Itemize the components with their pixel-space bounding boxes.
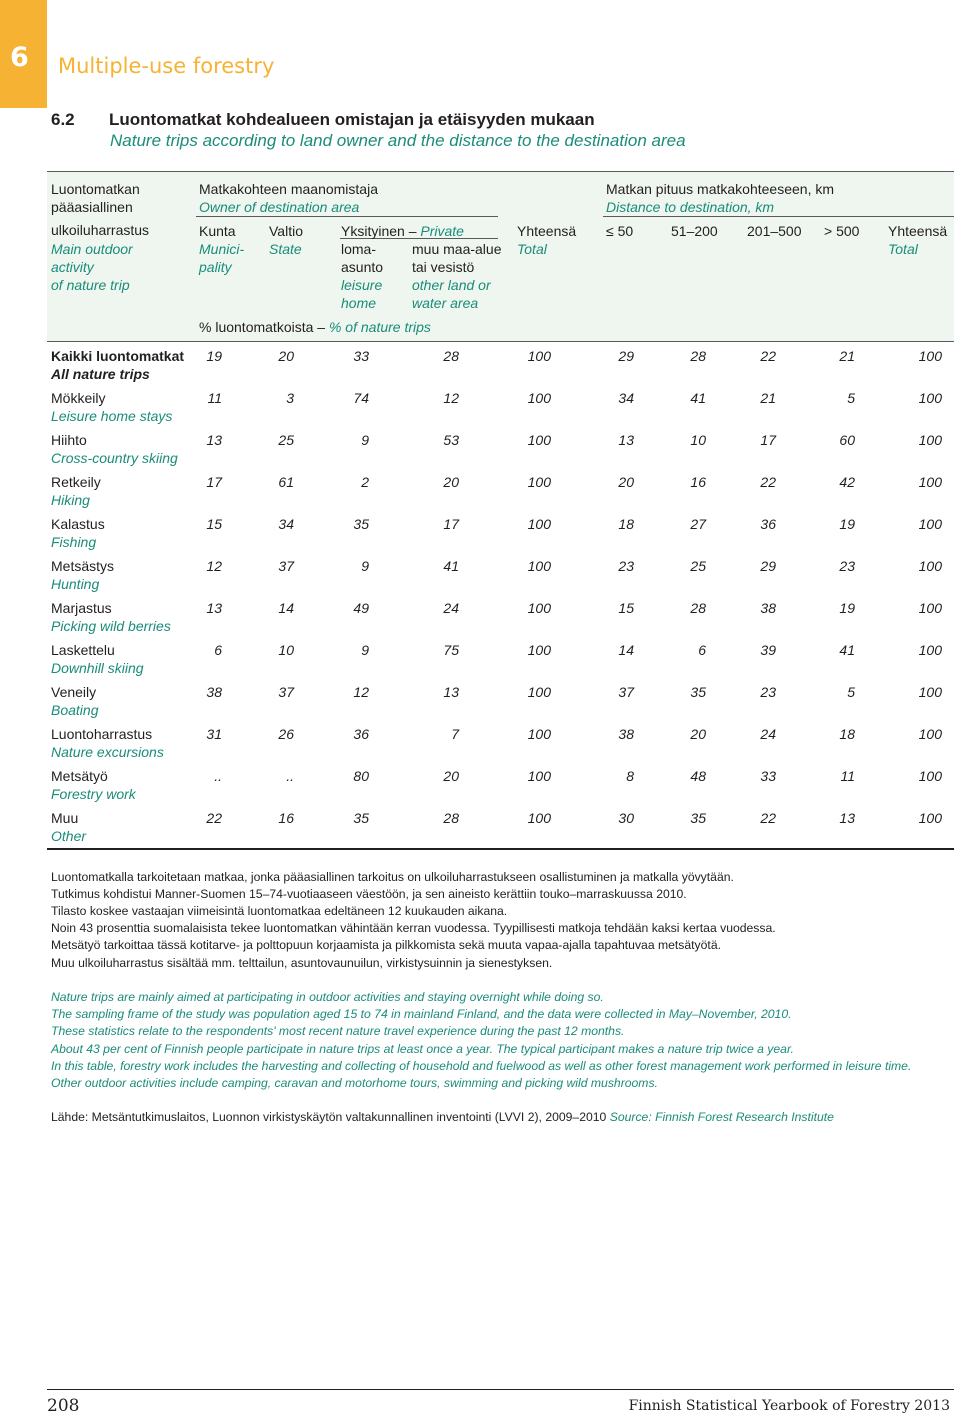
table-cell: 17 — [760, 432, 776, 448]
row-label-fi: Laskettelu — [51, 642, 115, 658]
row-label-en: Other — [51, 828, 87, 844]
table-cell: 13 — [618, 432, 634, 448]
table-cell: 27 — [690, 516, 706, 532]
table-cell: 13 — [839, 810, 855, 826]
col-201-500: 201–500 — [747, 223, 802, 239]
col-loma-fi-1: loma- — [341, 241, 377, 257]
col-kunta-en-1: Munici- — [199, 241, 245, 257]
table-cell: 38 — [206, 684, 222, 700]
publication-name: Finnish Statistical Yearbook of Forestry 2013 — [628, 1398, 950, 1414]
activity-header-fi-1: Luontomatkan — [51, 181, 140, 197]
row-label-en: Cross-country skiing — [51, 450, 178, 466]
row-label-fi: Kalastus — [51, 516, 105, 532]
col-kunta: Kunta — [199, 223, 236, 239]
section-title — [51, 110, 595, 130]
col-yksityinen — [341, 222, 464, 240]
table-cell: 100 — [527, 348, 551, 364]
table-cell: 21 — [839, 348, 855, 364]
table-cell: 13 — [206, 432, 222, 448]
table-cell: 80 — [353, 768, 369, 784]
col-private-en: Private — [420, 223, 464, 239]
table-cell: 20 — [690, 726, 706, 742]
table-cell: 100 — [527, 432, 551, 448]
table-cell: 74 — [353, 390, 369, 406]
note-fi: Muu ulkoiluharrastus sisältää mm. telttailun, asuntovaunuilun, virkistysuinnin ja sienestyksen. — [51, 956, 553, 970]
note-en: About 43 per cent of Finnish people participate in nature trips at least once a year. The typical participant makes a nature trip twice a year. — [51, 1042, 794, 1056]
col-loma-en-2: home — [341, 295, 377, 311]
owner-header-en: Owner of destination area — [199, 199, 360, 215]
col-valtio-en: State — [269, 241, 302, 257]
row-label-fi: Retkeily — [51, 474, 101, 490]
table-cell: 100 — [527, 726, 551, 742]
table-cell: 100 — [918, 558, 942, 574]
table-cell: 75 — [443, 642, 459, 658]
table-cell: 19 — [839, 516, 855, 532]
table-cell: 41 — [443, 558, 459, 574]
table-cell: 11 — [840, 768, 855, 784]
table-cell: 100 — [918, 768, 942, 784]
section-title-fi: Luontomatkat kohdealueen omistajan ja etäisyyden mukaan — [109, 110, 595, 129]
section-number: 6.2 — [51, 110, 75, 129]
table-cell: 20 — [443, 474, 459, 490]
table-cell: 100 — [527, 810, 551, 826]
owner-header-fi: Matkakohteen maanomistaja — [199, 181, 378, 197]
table-cell: 39 — [760, 642, 776, 658]
table-cell: 35 — [690, 684, 706, 700]
table-cell: 20 — [278, 348, 294, 364]
table-cell: 22 — [760, 474, 776, 490]
activity-header-en-2: activity — [51, 259, 94, 275]
table-bottom-rule — [47, 848, 954, 850]
table-cell: 100 — [918, 390, 942, 406]
table-cell: 100 — [527, 684, 551, 700]
note-fi: Tutkimus kohdistui Manner-Suomen 15–74-vuotiaaseen väestöön, ja sen aineisto kerättiin touko–marraskuussa 2010. — [51, 887, 687, 901]
table-cell: 36 — [760, 516, 776, 532]
table-cell: 30 — [618, 810, 634, 826]
table-cell: 21 — [760, 390, 776, 406]
table-cell: 2 — [361, 474, 369, 490]
table-cell: 28 — [690, 600, 706, 616]
table-cell: 16 — [690, 474, 706, 490]
table-cell: 37 — [278, 684, 294, 700]
row-label-en: Hunting — [51, 576, 100, 592]
table-cell: 100 — [527, 390, 551, 406]
table-cell: 23 — [618, 558, 634, 574]
table-cell: 12 — [443, 390, 459, 406]
table-cell: .. — [286, 768, 294, 784]
col-total: Total — [517, 241, 547, 257]
source-en: Source: Finnish Forest Research Institute — [609, 1110, 834, 1124]
source-line — [51, 1110, 834, 1124]
note-en: Nature trips are mainly aimed at participating in outdoor activities and staying overnight while doing so. — [51, 990, 604, 1004]
table-cell: 28 — [443, 810, 459, 826]
activity-header-fi-2: pääasiallinen — [51, 199, 133, 215]
col-loma-fi-2: asunto — [341, 259, 384, 275]
distance-header-en: Distance to destination, km — [606, 199, 775, 215]
table-cell: 100 — [527, 516, 551, 532]
table-cell: 100 — [527, 600, 551, 616]
table-cell: 35 — [353, 810, 369, 826]
table-cell: 18 — [839, 726, 855, 742]
table-cell: 36 — [353, 726, 369, 742]
table-cell: 24 — [760, 726, 776, 742]
row-label-fi: Mökkeily — [51, 390, 106, 406]
col-muu-en-1: other land or — [412, 277, 491, 293]
table-cell: 9 — [361, 558, 369, 574]
table-cell: 31 — [206, 726, 222, 742]
row-label-en: Hiking — [51, 492, 90, 508]
table-cell: 10 — [690, 432, 706, 448]
table-cell: 100 — [918, 432, 942, 448]
table-cell: 53 — [443, 432, 459, 448]
table-cell: 28 — [443, 348, 459, 364]
table-cell: 49 — [353, 600, 369, 616]
table-cell: 28 — [690, 348, 706, 364]
table-cell: 12 — [353, 684, 369, 700]
chapter-title: Multiple-use forestry — [58, 54, 275, 78]
col-kunta-en-2: pality — [199, 259, 232, 275]
note-en: The sampling frame of the study was population aged 15 to 74 in mainland Finland, and the data were collected in May–November, 2010. — [51, 1007, 792, 1021]
table-cell: 9 — [361, 432, 369, 448]
col-yhteensa-2: Yhteensä — [888, 223, 948, 239]
distance-header-fi: Matkan pituus matkakohteeseen, km — [606, 181, 835, 197]
table-cell: 14 — [618, 642, 634, 658]
note-fi: Metsätyö tarkoittaa tässä kotitarve- ja polttopuun korjaamista ja pilkkomista sekä muuta vapaa-ajalla tapahtuvaa metsätyötä. — [51, 938, 721, 952]
col-51-200: 51–200 — [671, 223, 718, 239]
table-cell: 15 — [206, 516, 222, 532]
table-cell: 20 — [443, 768, 459, 784]
table-cell: 38 — [618, 726, 634, 742]
unit-label-en: % of nature trips — [328, 319, 431, 335]
table-cell: 5 — [847, 684, 855, 700]
table-cell: 17 — [443, 516, 459, 532]
table-cell: 19 — [839, 600, 855, 616]
owner-rule — [196, 216, 498, 217]
note-fi: Tilasto koskee vastaajan viimeisintä luontomatkaa edeltäneen 12 kuukauden aikana. — [51, 904, 508, 918]
table-cell: 16 — [278, 810, 294, 826]
table-cell: 3 — [286, 390, 294, 406]
col-muu-fi-1: muu maa-alue — [412, 241, 502, 257]
table-cell: 34 — [278, 516, 294, 532]
row-label-en: Leisure home stays — [51, 408, 173, 424]
table-cell: 26 — [278, 726, 294, 742]
table-cell: 48 — [690, 768, 706, 784]
activity-header-fi-3: ulkoiluharrastus — [51, 222, 150, 238]
table-cell: 100 — [918, 600, 942, 616]
col-gt500: > 500 — [824, 223, 860, 239]
header-bottom-rule — [47, 341, 954, 342]
table-cell: 19 — [206, 348, 222, 364]
table-cell: 7 — [451, 726, 459, 742]
col-muu-en-2: water area — [412, 295, 479, 311]
table-cell: 61 — [278, 474, 294, 490]
table-cell: 41 — [690, 390, 706, 406]
table-cell: 33 — [353, 348, 369, 364]
table-cell: 6 — [698, 642, 706, 658]
table-top-rule — [47, 171, 954, 172]
row-label-en: Nature excursions — [51, 744, 164, 760]
col-loma-en-1: leisure — [341, 277, 383, 293]
table-cell: 11 — [207, 390, 222, 406]
table-cell: 100 — [527, 474, 551, 490]
table-cell: 33 — [760, 768, 776, 784]
table-cell: 100 — [918, 684, 942, 700]
table-cell: 22 — [206, 810, 222, 826]
table-cell: 18 — [618, 516, 634, 532]
table-cell: 60 — [839, 432, 855, 448]
row-label-fi: Luontoharrastus — [51, 726, 153, 742]
col-le50: ≤ 50 — [606, 223, 634, 239]
table-cell: 37 — [278, 558, 294, 574]
table-cell: 10 — [278, 642, 294, 658]
table-cell: 100 — [527, 558, 551, 574]
table-cell: 22 — [760, 348, 776, 364]
unit-label — [199, 318, 431, 336]
table-cell: 13 — [443, 684, 459, 700]
page-number: 208 — [47, 1396, 80, 1416]
table-cell: 42 — [839, 474, 855, 490]
row-label-fi: Marjastus — [51, 600, 112, 616]
table-cell: 35 — [353, 516, 369, 532]
table-cell: 17 — [206, 474, 222, 490]
table-cell: 100 — [527, 768, 551, 784]
note-en: These statistics relate to the respondents' most recent nature travel experience during the past 12 months. — [51, 1024, 625, 1038]
row-label-en: Forestry work — [51, 786, 136, 802]
table-cell: 100 — [918, 516, 942, 532]
table-cell: 41 — [839, 642, 855, 658]
table-cell: 23 — [760, 684, 776, 700]
table-cell: 20 — [618, 474, 634, 490]
col-yhteensa: Yhteensä — [517, 223, 577, 239]
row-label-en: All nature trips — [51, 366, 150, 382]
distance-rule — [603, 216, 954, 217]
note-fi: Noin 43 prosenttia suomalaisista tekee luontomatkan vähintään kerran vuodessa. Tyypillisesti matkoja tehdään kaksi kertaa vuodessa. — [51, 921, 776, 935]
col-valtio: Valtio — [269, 223, 303, 239]
row-label-en: Boating — [51, 702, 99, 718]
source-fi: Lähde: Metsäntutkimuslaitos, Luonnon virkistyskäytön valtakunnallinen inventointi (LVVI 2), 2009–2010 — [51, 1110, 607, 1124]
table-cell: 25 — [278, 432, 294, 448]
table-cell: 100 — [918, 642, 942, 658]
table-cell: 5 — [847, 390, 855, 406]
row-label-en: Fishing — [51, 534, 97, 550]
activity-header-en-3: of nature trip — [51, 277, 130, 293]
table-cell: 35 — [690, 810, 706, 826]
table-cell: 100 — [918, 474, 942, 490]
table-cell: 100 — [918, 348, 942, 364]
footer-rule — [47, 1389, 954, 1390]
note-en: Other outdoor activities include camping, caravan and motorhome tours, swimming and picking wild mushrooms. — [51, 1076, 658, 1090]
table-cell: 15 — [618, 600, 634, 616]
table-cell: 8 — [626, 768, 634, 784]
note-fi: Luontomatkalla tarkoitetaan matkaa, jonka pääasiallinen tarkoitus on ulkoiluharrastukseen osallistuminen ja matkalla yövytään. — [51, 870, 734, 884]
section-title-en: Nature trips according to land owner and the distance to the destination area — [110, 131, 686, 150]
col-total-2: Total — [888, 241, 918, 257]
table-cell: 6 — [214, 642, 222, 658]
unit-label-fi: % luontomatkoista – — [199, 319, 326, 335]
table-cell: 22 — [760, 810, 776, 826]
row-label-fi: Muu — [51, 810, 79, 826]
row-label-fi: Metsätyö — [51, 768, 108, 784]
row-label-fi: Kaikki luontomatkat — [51, 348, 185, 364]
table-cell: 100 — [918, 810, 942, 826]
chapter-number: 6 — [10, 42, 29, 73]
table-cell: 25 — [690, 558, 706, 574]
table-cell: 12 — [206, 558, 222, 574]
table-cell: 29 — [618, 348, 634, 364]
col-muu-fi-2: tai vesistö — [412, 259, 475, 275]
note-en: In this table, forestry work includes the harvesting and collecting of household and fuelwood as well as other forest management work performed in leisure time. — [51, 1059, 912, 1073]
table-cell: 100 — [918, 726, 942, 742]
row-label-fi: Veneily — [51, 684, 97, 700]
table-cell: 100 — [527, 642, 551, 658]
row-label-fi: Metsästys — [51, 558, 115, 574]
table-cell: 38 — [760, 600, 776, 616]
table-cell: 23 — [839, 558, 855, 574]
table-cell: 9 — [361, 642, 369, 658]
table-cell: .. — [214, 768, 222, 784]
row-label-fi: Hiihto — [51, 432, 87, 448]
table-cell: 14 — [278, 600, 294, 616]
table-cell: 37 — [618, 684, 634, 700]
table-cell: 34 — [618, 390, 634, 406]
row-label-en: Downhill skiing — [51, 660, 144, 676]
table-cell: 29 — [760, 558, 776, 574]
activity-header-en-1: Main outdoor — [51, 241, 133, 257]
table-cell: 24 — [443, 600, 459, 616]
row-label-en: Picking wild berries — [51, 618, 171, 634]
table-cell: 13 — [206, 600, 222, 616]
col-yksityinen-fi: Yksityinen – — [341, 223, 417, 239]
